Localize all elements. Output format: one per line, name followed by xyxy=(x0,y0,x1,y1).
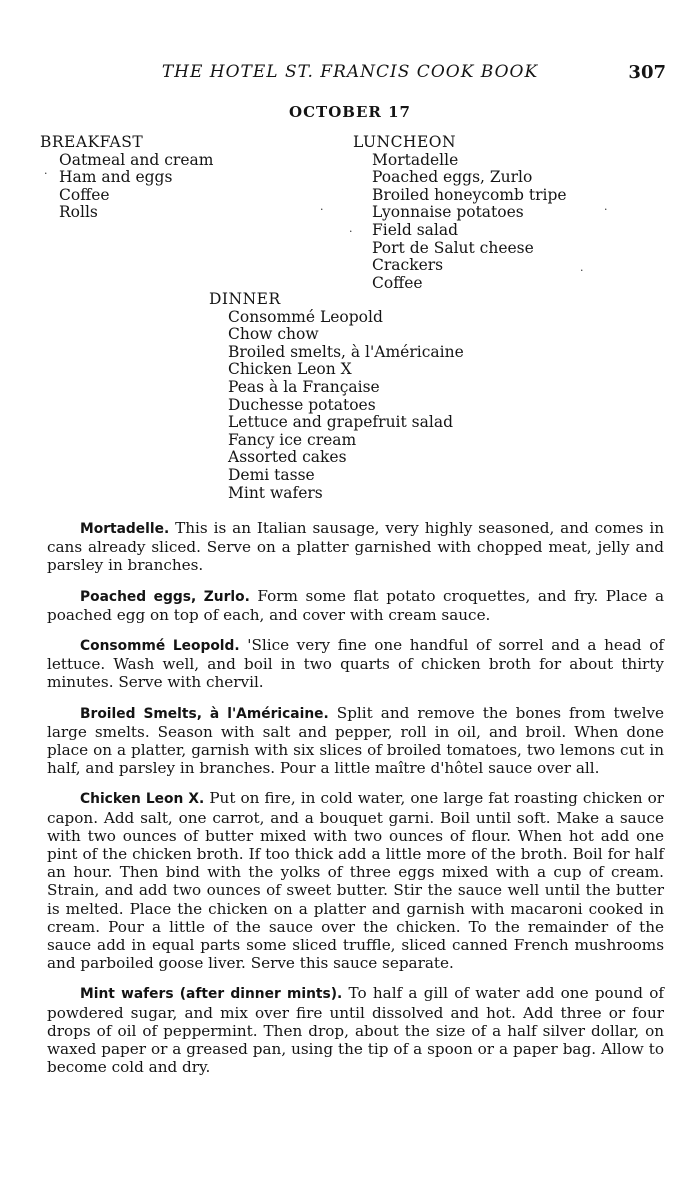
recipe-section xyxy=(47,519,664,1088)
print-speck: · xyxy=(580,264,584,277)
menu-item: Crackers xyxy=(372,256,444,275)
menu-item: Consommé Leopold xyxy=(228,307,383,326)
recipe-paragraph xyxy=(47,984,664,1076)
dinner-menu xyxy=(209,291,464,502)
menu-item: Assorted cakes xyxy=(228,448,347,467)
recipe-text: Put on fire, in cold water, one large fat roasting chicken or capon. Add salt, one carrot, and a bouquet garni. Boil until soft. Make a sauce with two ounces of butter mixed with two ounces of flour. When hot add one pint of the chicken broth. If too thick add a little more of the broth. Boil for half an hour. Then bind with the yolks of three eggs mixed with a cup of cream. Strain, and add two ounces of sweet butter. Stir the sauce well until the butter is melted. Place the chicken on a platter and garnish with macaroni cooked in cream. Pour a little of the sauce over the chicken. To the remainder of the sauce add in equal parts some sliced truffle, sliced canned French mushrooms and parboiled goose liver. Serve this sauce separate. xyxy=(47,789,665,973)
recipe-paragraph xyxy=(47,519,664,575)
menu-item: Broiled honeycomb tripe xyxy=(372,185,567,204)
menu-item: Mortadelle xyxy=(372,150,459,169)
recipe-paragraph xyxy=(47,587,664,624)
menu-item: Port de Salut cheese xyxy=(372,238,534,257)
breakfast-heading: BREAKFAST xyxy=(40,133,144,151)
recipe-text: Form some flat potato croquettes, and fry. Place a poached egg on top of each, and cover with cream sauce. xyxy=(47,586,665,624)
menu-item: Lettuce and grapefruit salad xyxy=(228,413,453,432)
menu-item: Rolls xyxy=(59,203,98,222)
print-speck: · xyxy=(44,167,48,180)
dinner-items xyxy=(209,309,464,503)
menu-item: Fancy ice cream xyxy=(228,430,357,449)
menu-item: Chicken Leon X xyxy=(228,360,352,379)
recipe-text: 'Slice very fine one handful of sorrel and a head of lettuce. Wash well, and boil in two quarts of chicken broth for about thirty minutes. Serve with chervil. xyxy=(47,636,665,692)
recipe-title: Mortadelle. xyxy=(80,521,170,537)
menu-item: Poached eggs, Zurlo xyxy=(372,168,533,187)
recipe-title: Consommé Leopold. xyxy=(80,638,240,655)
recipe-text: This is an Italian sausage, very highly seasoned, and comes in cans already sliced. Serve on a platter garnished with chopped meat, jelly and parsley in branches. xyxy=(47,519,664,575)
print-speck: · xyxy=(320,203,324,216)
luncheon-menu xyxy=(353,134,567,292)
print-speck: · xyxy=(604,203,608,216)
recipe-paragraph xyxy=(47,704,664,778)
menu-item: Broiled smelts, à l'Américaine xyxy=(228,342,464,361)
recipe-text: To half a gill of water add one pound of powdered sugar, and mix over fire until dissolved and hot. Add three or four drops of oil of peppermint. Then drop, about the size of a half silver dollar, on waxed paper or a greased pan, using the tip of a spoon or a paper bag. Allow to become cold and dry. xyxy=(47,984,664,1077)
menu-item: Coffee xyxy=(59,185,110,204)
menu-item: Field salad xyxy=(372,220,459,239)
menu-item: Mint wafers xyxy=(228,483,323,502)
luncheon-items xyxy=(353,152,567,293)
menu-item: Demi tasse xyxy=(228,465,315,484)
page-number: 307 xyxy=(628,62,666,83)
recipe-title: Broiled Smelts, à l'Américaine. xyxy=(80,705,329,722)
running-header: THE HOTEL ST. FRANCIS COOK BOOK xyxy=(161,62,539,82)
recipe-title: Mint wafers (after dinner mints). xyxy=(80,986,343,1003)
print-speck: · xyxy=(349,225,353,238)
menu-item: Ham and eggs xyxy=(59,168,173,187)
dinner-heading: DINNER xyxy=(209,290,281,308)
menu-item: Coffee xyxy=(372,273,423,292)
menu-item: Peas à la Française xyxy=(228,377,380,396)
breakfast-items xyxy=(40,152,213,222)
recipe-paragraph xyxy=(47,789,664,972)
recipe-text: Split and remove the bones from twelve large smelts. Season with salt and pepper, roll in oil, and broil. When done place on a platter, garnish with six slices of broiled tomatoes, two lemons cut in half, and parsley in branches. Pour a little maître d'hôtel sauce over all. xyxy=(47,703,665,778)
breakfast-menu xyxy=(40,134,213,222)
recipe-paragraph xyxy=(47,636,664,692)
menu-item: Lyonnaise potatoes xyxy=(372,203,524,222)
date-heading: OCTOBER 17 xyxy=(289,103,411,121)
menu-item: Duchesse potatoes xyxy=(228,395,376,414)
recipe-title: Poached eggs, Zurlo. xyxy=(80,588,250,605)
menu-item: Oatmeal and cream xyxy=(59,150,214,169)
menu-item: Chow chow xyxy=(228,325,319,344)
recipe-title: Chicken Leon X. xyxy=(80,791,205,808)
luncheon-heading: LUNCHEON xyxy=(353,133,457,151)
